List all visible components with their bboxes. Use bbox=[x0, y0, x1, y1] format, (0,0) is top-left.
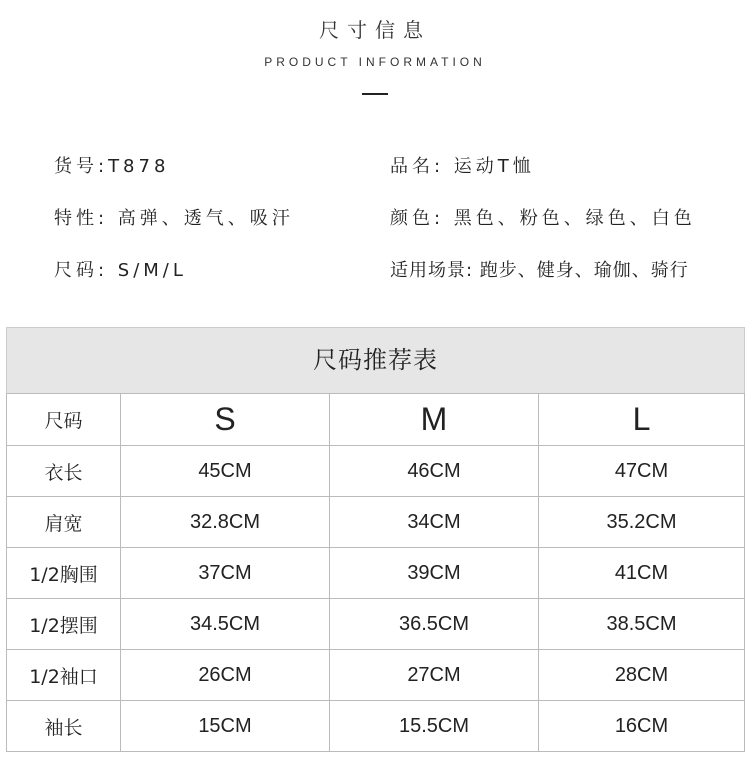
table-cell: 39CM bbox=[330, 548, 539, 599]
table-cell: 34.5CM bbox=[121, 599, 330, 650]
table-cell: 45CM bbox=[121, 446, 330, 497]
table-cell: 15CM bbox=[121, 701, 330, 752]
table-row bbox=[7, 599, 745, 650]
table-cell: 32.8CM bbox=[121, 497, 330, 548]
table-cell: 38.5CM bbox=[539, 599, 745, 650]
size-chart bbox=[6, 327, 744, 753]
table-row bbox=[7, 650, 745, 701]
table-cell: 16CM bbox=[539, 701, 745, 752]
product-features: 特性: 高弹、透气、吸汗 bbox=[54, 208, 294, 229]
table-row bbox=[7, 497, 745, 548]
section-subtitle: PRODUCT INFORMATION bbox=[264, 55, 486, 69]
product-sizes: 尺码: S/M/L bbox=[54, 260, 187, 281]
table-row bbox=[7, 446, 745, 497]
table-cell: 36.5CM bbox=[330, 599, 539, 650]
table-cell: 35.2CM bbox=[539, 497, 745, 548]
usage-scenarios: 适用场景: 跑步、健身、瑜伽、骑行 bbox=[390, 260, 689, 281]
table-row bbox=[7, 548, 745, 599]
table-row bbox=[7, 701, 745, 752]
table-cell: 26CM bbox=[121, 650, 330, 701]
row-label: 1/2胸围 bbox=[7, 548, 121, 599]
table-cell: 46CM bbox=[330, 446, 539, 497]
section-title: 尺寸信息 bbox=[319, 18, 431, 42]
size-header-m: M bbox=[330, 394, 539, 446]
size-table-header-row bbox=[7, 394, 745, 446]
table-cell: 28CM bbox=[539, 650, 745, 701]
table-cell: 27CM bbox=[330, 650, 539, 701]
row-label: 袖长 bbox=[7, 701, 121, 752]
product-name: 品名: 运动T恤 bbox=[390, 156, 535, 177]
row-label: 衣长 bbox=[7, 446, 121, 497]
table-cell: 37CM bbox=[121, 548, 330, 599]
table-cell: 47CM bbox=[539, 446, 745, 497]
row-label: 肩宽 bbox=[7, 497, 121, 548]
table-cell: 15.5CM bbox=[330, 701, 539, 752]
size-table bbox=[6, 327, 745, 752]
row-label: 1/2摆围 bbox=[7, 599, 121, 650]
item-number: 货号:T878 bbox=[54, 156, 170, 177]
size-header-l: L bbox=[539, 394, 745, 446]
row-label: 1/2袖口 bbox=[7, 650, 121, 701]
product-colors: 颜色: 黑色、粉色、绿色、白色 bbox=[390, 208, 696, 229]
size-header-s: S bbox=[121, 394, 330, 446]
table-cell: 34CM bbox=[330, 497, 539, 548]
title-divider bbox=[362, 93, 388, 95]
table-cell: 41CM bbox=[539, 548, 745, 599]
size-table-title: 尺码推荐表 bbox=[6, 327, 745, 393]
size-header-label: 尺码 bbox=[7, 394, 121, 446]
